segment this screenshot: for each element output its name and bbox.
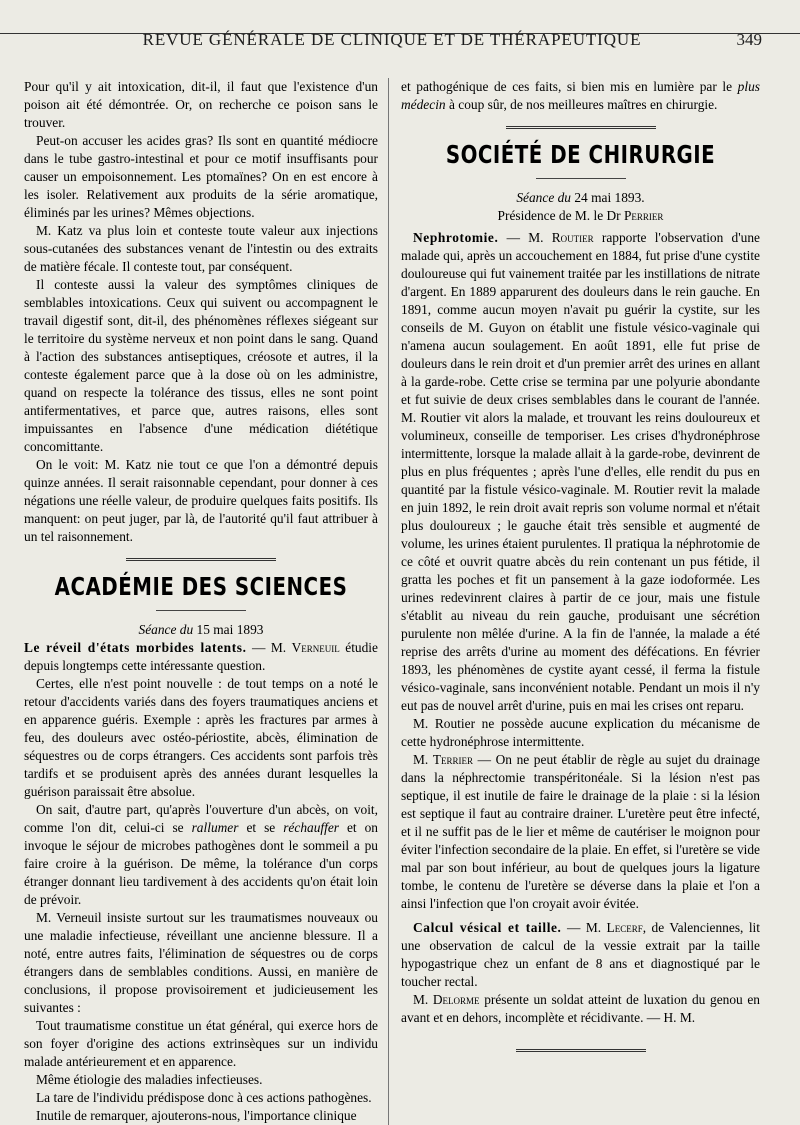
- section-title-societe: SOCIÉTÉ DE CHIRURGIE: [445, 141, 716, 170]
- paragraph-delorme: M. Delorme présente un soldat atteint de luxation du genou en avant et en dehors, incomplète et récidivante. — H. M.: [401, 992, 760, 1025]
- session-date-line: [401, 189, 760, 207]
- paragraph: Peut-on accuser les acides gras? Ils sont en quantité médiocre dans le tube gastro-intestinal et pour ce motif insuffisants pour causer un empoisonnement. Les ptomaïnes? On en est encore à les isoler. Relativement aux produits de la série aromatique, éliminés par les urines? Mêmes objections.: [24, 133, 378, 220]
- article-title: Nephrotomie.: [413, 230, 499, 245]
- paragraph: Tout traumatisme constitue un état général, qui exerce hors de son foyer d'origine des actions extrinsèques sur un individu malade antérieurement et en apparence.: [24, 1018, 378, 1069]
- paragraph: On le voit: M. Katz nie tout ce que l'on a démontré depuis quinze années. Il serait raisonnable cependant, pour donner à ces négations une réelle valeur, de produire quelques faits positifs. Ils manquent: on peut juger, par là, de l'autorité qu'il faut attribuer à un tel raisonnement.: [24, 457, 378, 544]
- article-calcul: [401, 919, 760, 991]
- paragraph-terrier: M. Terrier — On ne peut établir de règle au sujet du drainage dans la néphrectomie transpéritonéale. Si la lésion n'est pas septique, il est inutile de faire le drainage de la plaie : si la lésion est septique il faut au contraire drainer. L'uretère peut être infecté, et il ne suffit pas de le lier et même de cautériser le moignon pour éviter l'infection secondaire de la plaie. En effet, si l'uretère se vide mal par son bout inférieur, au bout de quelques jours la ligature tombe, le contenu de l'uretère se déverse dans la plaie et l'on a ainsi l'infection que l'on croyait avoir évitée.: [401, 752, 761, 911]
- paragraph: Inutile de remarquer, ajouterons-nous, l'importance clinique: [36, 1108, 357, 1123]
- end-divider: [516, 1049, 646, 1052]
- section-underline: [156, 610, 246, 611]
- paragraph: Certes, elle n'est point nouvelle : de tout temps on a noté le retour d'accidents variés dans des foyers traumatiques anciens et en apparence guéris. Exemple : après les fractures par armes à feu, des douleurs avec ostéo-périostite, abcès, élimination de séquestres ou de corps étrangers. Ces accidents sont parfois très tardifs et se produisent après des années durant lesquelles la guérison paraissait être absolue.: [24, 676, 378, 799]
- section-title-academie: ACADÉMIE DES SCIENCES: [54, 573, 348, 602]
- session-label: Séance du: [516, 190, 571, 205]
- paragraph: Même étiologie des maladies infectieuses.: [36, 1072, 263, 1087]
- left-column: [24, 78, 389, 1125]
- article-title: Calcul vésical et taille.: [413, 920, 562, 935]
- italic-phrase: plus médecin: [401, 79, 760, 112]
- italic-word: rallumer: [191, 820, 239, 835]
- text-run: et on invoque le séjour de microbes pathogènes dont le sommeil a pu faire croire à la guérison. De même, la tolérance d'un corps étranger donnant lieu tardivement à des accidents qu'on était loin de prévoir.: [24, 820, 378, 907]
- presidence-prefix: Présidence de M. le Dr: [497, 208, 624, 223]
- article-lead: étudie depuis longtemps cette intéressante question.: [24, 640, 378, 673]
- section-divider: [126, 558, 276, 561]
- article-text: présente un soldat atteint de luxation du genou en avant et en dehors, incomplète et récidivante. — H. M.: [401, 992, 760, 1025]
- dash: — M.: [561, 920, 607, 935]
- dash: — M.: [498, 230, 552, 245]
- section-underline: [536, 178, 626, 179]
- article-text: — On ne peut établir de règle au sujet du drainage dans la néphrectomie transpéritonéale. Si la lésion n'est pas septique, il est inutile de faire le drainage de la plaie : si la lésion est septique il faut au contraire drainer. L'uretère peut être infecté, et il ne suffit pas de le lier et même de cautériser le moignon pour éviter l'infection secondaire de la plaie. En effet, si l'uretère se vide mal par son bout inférieur, au bout de quelques jours la ligature tombe, le contenu de l'uretère se déverse dans la plaie et l'on a ainsi l'infection que l'on croyait avoir évitée.: [401, 752, 761, 911]
- dash: — M.: [246, 640, 292, 655]
- author-name: Terrier: [432, 752, 474, 767]
- two-column-body: [24, 78, 760, 1125]
- paragraph: Pour qu'il y ait intoxication, dit-il, il faut que l'existence d'un poison ait été démontrée. Or, on recherche ce poison sans le trouver.: [24, 79, 378, 130]
- running-title: REVUE GÉNÉRALE DE CLINIQUE ET DE THÉRAPEUTIQUE: [142, 30, 642, 49]
- article-text: rapporte l'observation d'une malade qui, après un accouchement en 1884, fut prise d'une cystite douloureuse qui fut vainement traitée par les instillations de nitrate d'argent. En 1889 apparurent des douleurs dans le rein gauche. En 1891, comme aucun moyen n'avait pu guérir la cystite, sur les conseils de M. Guyon on établit une fistule vésico-vaginale qui n'amena aucun soulagement. En août 1891, elle fut prise de douleurs dans le rein droit et d'un premier arrêt des urines en allant à la garde-robe. Cette crise se termina par une polyurie abondante et fut suivie de deux crises semblables dans le courant de l'année. M. Routier vit alors la malade, et trouvant les reins douloureux et volumineux, conseille de temporiser. Les crises d'hydronéphrose intermittente, lorsque la malade allait à la garde-robe, devinrent de plus en plus fréquentes ; après l'une d'elles, elle rendit du pus en quantité par la fistule vésico-vaginale. M. Routier revit la malade en juin 1892, le rein droit avait repris son volume normal et n'était plus douloureux ; le gauche était très sensible et augmenté de volume, les urines étaient purulentes. Il pratiqua la néphrotomie de ce côté et ouvrit quatre abcès du rein contenant un pus fétide, il gratta les poches et fit un pansement à la gaze iodoformée. Les urines redevinrent claires à partir de ce jour, mais une fistule s'établit au niveau du rein gauche, produisant une sécrétion purulente non mêlée d'urine. A la fin de l'année, la malade a été reprise des arrêts d'urine au moment des défécations. En février 1893, les phénomènes de cystite ayant cessé, il ferma la fistule vésico-vaginale, sans inconvénient notable. Pendant un mois il n'y eut pas de nouvel arrêt d'urine, puis en mai les crises ont reparu.: [401, 230, 760, 713]
- paragraph: Il conteste aussi la valeur des symptômes cliniques de semblables intoxications. Ceux qui suivent ou accompagnent le travail digestif sont, dit-il, des phénomènes réflexes siégeant sur le territoire du système nerveux et non point dans le sang. Quand à l'action des substances antiseptiques, créosote et autres, il la conteste également parce que à la dose où on les administre, quand on respecte la tolérance des tissus, elles ne sont point antifermentatives, et parce que, autres raisons, elles sont impuissantes en l'absence d'une médication diététique concomittante.: [24, 277, 378, 454]
- paragraph: M. Routier ne possède aucune explication du mécanisme de cette hydronéphrose intermittente.: [401, 716, 760, 749]
- page-number: 349: [736, 30, 762, 49]
- session-date: 15 mai 1893: [196, 622, 264, 637]
- paragraph-on-sait: [24, 801, 378, 909]
- author-name: Lecerf: [606, 920, 643, 935]
- text-run: à coup sûr, de nos meilleures maîtres en chirurgie.: [445, 97, 718, 112]
- paragraph: M. Katz va plus loin et conteste toute valeur aux injections sous-cutanées des substances venant de l'intestin ou des extraits de matière fécale. Il conteste tout, par conséquent.: [24, 223, 378, 274]
- author-name: Routier: [551, 230, 594, 245]
- header-rule: [0, 33, 800, 34]
- article-reveil: [24, 639, 378, 675]
- article-title: Le réveil d'états morbides latents.: [24, 640, 247, 655]
- paragraph: M. Verneuil insiste surtout sur les traumatismes nouveaux ou une maladie infectieuse, réveillant une ancienne blessure. Il a noté, entre autres faits, l'élimination de séquestres ou de corps étrangers dans de semblables conditions. Aussi, en manière de conclusions, il propose provisoirement et judicieusement les suivantes :: [24, 910, 378, 1015]
- session-date-line: [24, 621, 378, 639]
- author-name: Verneuil: [291, 640, 340, 655]
- text-run: et pathogénique de ces faits, si bien mis en lumière par le: [401, 79, 738, 94]
- article-nephrotomie: [401, 229, 760, 715]
- president-name: Perrier: [623, 208, 664, 223]
- presidence-line: [401, 207, 760, 225]
- italic-word: réchauffer: [283, 820, 339, 835]
- text-run: On sait, d'autre part, qu'après l'ouverture d'un abcès, on voit, comme l'on dit, celui-ci se: [24, 802, 378, 835]
- right-column: [389, 78, 760, 1125]
- paragraph: La tare de l'individu prédispose donc à ces actions pathogènes.: [36, 1090, 372, 1105]
- article-text: , de Valenciennes, lit une observation de calcul de la vessie extrait par la taille hypogastrique chez un enfant de 8 ans et diagnostiqué par le toucher rectal.: [401, 920, 760, 989]
- continuation-paragraph: [401, 78, 760, 114]
- section-divider: [506, 126, 656, 129]
- session-label: Séance du: [138, 622, 194, 637]
- author-name: Delorme: [432, 992, 480, 1007]
- session-date: 24 mai 1893.: [574, 190, 645, 205]
- text-run: et se: [238, 820, 284, 835]
